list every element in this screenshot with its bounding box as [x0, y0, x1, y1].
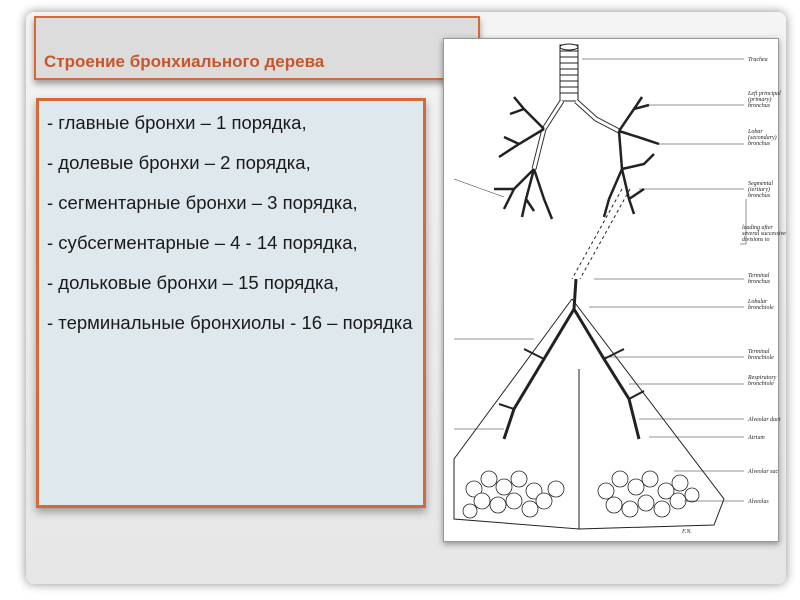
label-segmental-3: bronchus — [748, 193, 771, 199]
list-item-terminal-bronchioles: - терминальные бронхиолы - 16 – порядка — [47, 312, 413, 333]
label-lobar-2: (secondary) — [748, 135, 777, 141]
label-lobular-2: bronchiole — [748, 305, 774, 311]
label-terminal-bronchiole-2: bronchiole — [748, 355, 774, 361]
list-item-lobular-bronchi: - дольковые бронхи – 15 порядка, — [47, 272, 339, 293]
label-segmental-1: Segmental — [748, 181, 773, 187]
label-alveolar-duct: Alveolar duct — [748, 417, 781, 423]
bronchial-tree-diagram — [443, 38, 786, 542]
label-segmental-2: (tertiary) — [748, 187, 770, 193]
label-left-principal-1: Left principal — [748, 91, 781, 97]
label-atrium: Atrium — [748, 435, 765, 441]
list-item-subsegmental-bronchi: - субсегментарные – 4 - 14 порядка, — [47, 232, 358, 253]
label-terminal-bronchiole-1: Terminal — [748, 349, 770, 355]
label-respiratory-2: bronchiole — [748, 381, 774, 387]
label-leading-2: several successive — [742, 231, 786, 237]
label-trachea: Trachea — [748, 57, 768, 63]
title-box — [34, 16, 480, 80]
artist-signature: F.N. — [682, 529, 692, 535]
label-left-principal-2: (primary) — [748, 97, 772, 103]
label-terminal-bronchus-2: bronchus — [748, 279, 771, 285]
list-item-segmental-bronchi: - сегментарные бронхи – 3 порядка, — [47, 192, 358, 213]
label-left-principal-3: bronchus — [748, 103, 771, 109]
label-lobar-1: Lobar — [748, 129, 763, 135]
label-lobar-3: bronchus — [748, 141, 771, 147]
label-alveolar-sac: Alveolar sac — [748, 469, 779, 475]
list-item-lobar-bronchi: - долевые бронхи – 2 порядка, — [47, 152, 311, 173]
label-leading-3: divisions to — [742, 237, 770, 243]
bronchi-order-list — [36, 98, 426, 508]
bronchial-tree-illustration — [444, 39, 786, 541]
label-leading-1: leading after — [742, 225, 773, 231]
label-alveolus: Alveolus — [748, 499, 769, 505]
label-respiratory-1: Respiratory — [748, 375, 777, 381]
label-lobular-1: Lobular — [748, 299, 768, 305]
label-terminal-bronchus-1: Terminal — [748, 273, 770, 279]
list-item-main-bronchi: - главные бронхи – 1 порядка, — [47, 112, 307, 133]
slide-title: Строение бронхиального дерева — [44, 52, 325, 71]
